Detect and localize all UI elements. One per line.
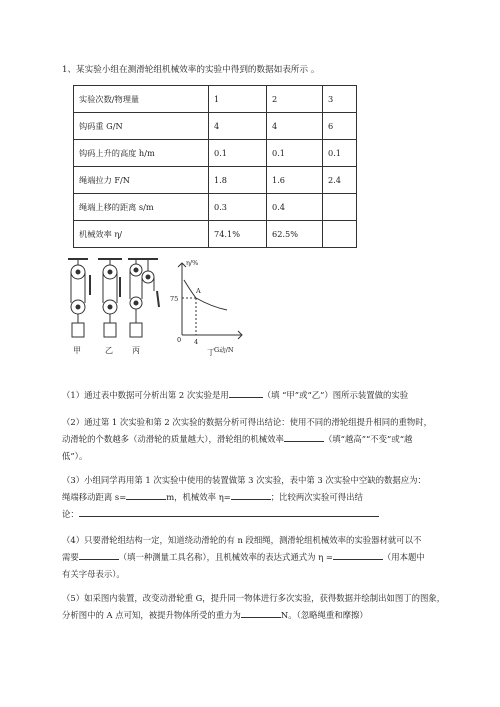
table-cell: 0.1 (323, 140, 357, 167)
answer-blank-5[interactable] (241, 607, 281, 618)
graph-y-label: η/% (186, 259, 199, 267)
answer-blank-4b[interactable] (333, 549, 383, 560)
apparatus-bing (128, 259, 159, 337)
figure-label-ding: 丁 (207, 348, 215, 357)
efficiency-graph (178, 263, 242, 339)
apparatus-yi (98, 259, 122, 337)
answer-blank-3b[interactable] (231, 489, 271, 500)
answer-blank-4a[interactable] (79, 549, 119, 560)
table-cell: 4 (267, 113, 323, 140)
table-cell: 4 (209, 113, 267, 140)
table-cell: 1 (209, 86, 267, 113)
table-cell: 钩码重 G/N (74, 113, 209, 140)
table-row (74, 221, 357, 248)
table-cell: 1.6 (267, 167, 323, 194)
answer-blank-2[interactable] (284, 431, 324, 442)
table-cell: 0.3 (209, 194, 267, 221)
table-cell: 钩码上升的高度 h/m (74, 140, 209, 167)
table-cell: 实验次数/物理量 (74, 86, 209, 113)
question-4: （4）只要滑轮组结构一定，知道绕动滑轮的有 n 段细绳，测滑轮组机械效率的实验器材就可以不 需要 （填一种测量工具名称），且机械效率的表达式通式为 η = （用本题中 有关字母表示）。 (62, 535, 425, 579)
table-cell: 0.4 (267, 194, 323, 221)
figure-label-jia: 甲 (73, 346, 81, 355)
answer-blank-3c[interactable] (79, 506, 379, 517)
answer-blank-1[interactable] (229, 387, 263, 398)
table-cell: 6 (323, 113, 357, 140)
table-cell: 绳端拉力 F/N (74, 167, 209, 194)
apparatus-jia (68, 259, 90, 337)
data-table (73, 85, 357, 248)
table-row (74, 167, 357, 194)
figure-label-yi: 乙 (105, 346, 113, 355)
apparatus-figures (62, 255, 262, 360)
table-cell: 0.1 (209, 140, 267, 167)
graph-y-value: 75 (170, 295, 179, 303)
table-row (74, 86, 357, 113)
table-row (74, 140, 357, 167)
table-cell (323, 194, 357, 221)
answer-blank-3a[interactable] (126, 489, 166, 500)
table-cell: 2.4 (323, 167, 357, 194)
graph-x-label: G动/N (214, 346, 234, 354)
table-cell (323, 221, 357, 248)
graph-point-label: A (196, 287, 201, 295)
table-cell: 3 (323, 86, 357, 113)
question-3: （3）小组同学再用第 1 次实验中使用的装置做第 3 次实验，表中第 3 次实验中空缺的数据应为： 绳端移动距离 s= m，机械效率 η= ；比较两次实验可得出结 论： (62, 475, 426, 519)
question-2: （2）通过第 1 次实验和第 2 次实验的数据分析可得出结论：使用不同的滑轮组提升相同的重物时， 动滑轮的个数越多（动滑轮的质量越大），滑轮组的机械效率 （填“越高”“不变”或“越 低”）。 (62, 417, 433, 461)
graph-origin: 0 (177, 336, 182, 344)
figure-label-bing: 丙 (132, 346, 140, 355)
table-cell: 74.1% (209, 221, 267, 248)
table-cell: 机械效率 η/ (74, 221, 209, 248)
graph-x-value: 4 (194, 338, 199, 346)
table-row (74, 113, 357, 140)
table-cell: 1.8 (209, 167, 267, 194)
question-title: 1、某实验小组在测滑轮组机械效率的实验中得到的数据如表所示 。 (62, 65, 320, 75)
table-cell: 0.1 (267, 140, 323, 167)
table-cell: 2 (267, 86, 323, 113)
table-cell: 绳端上移的距离 s/m (74, 194, 209, 221)
table-row (74, 194, 357, 221)
table-cell: 62.5% (267, 221, 323, 248)
question-5: （5）如采图内装置，改变动滑轮重 G，提升同一物体进行多次实验，获得数据并绘制出如图丁的图象， 分析图中的 A 点可知，被提升物体所受的重力为 N。（忽略绳重和摩擦） (62, 593, 446, 620)
question-1: （1）通过表中数据可分析出第 2 次实验是用 （填 “甲”或“乙”）图所示装置做的实验 (62, 387, 452, 404)
